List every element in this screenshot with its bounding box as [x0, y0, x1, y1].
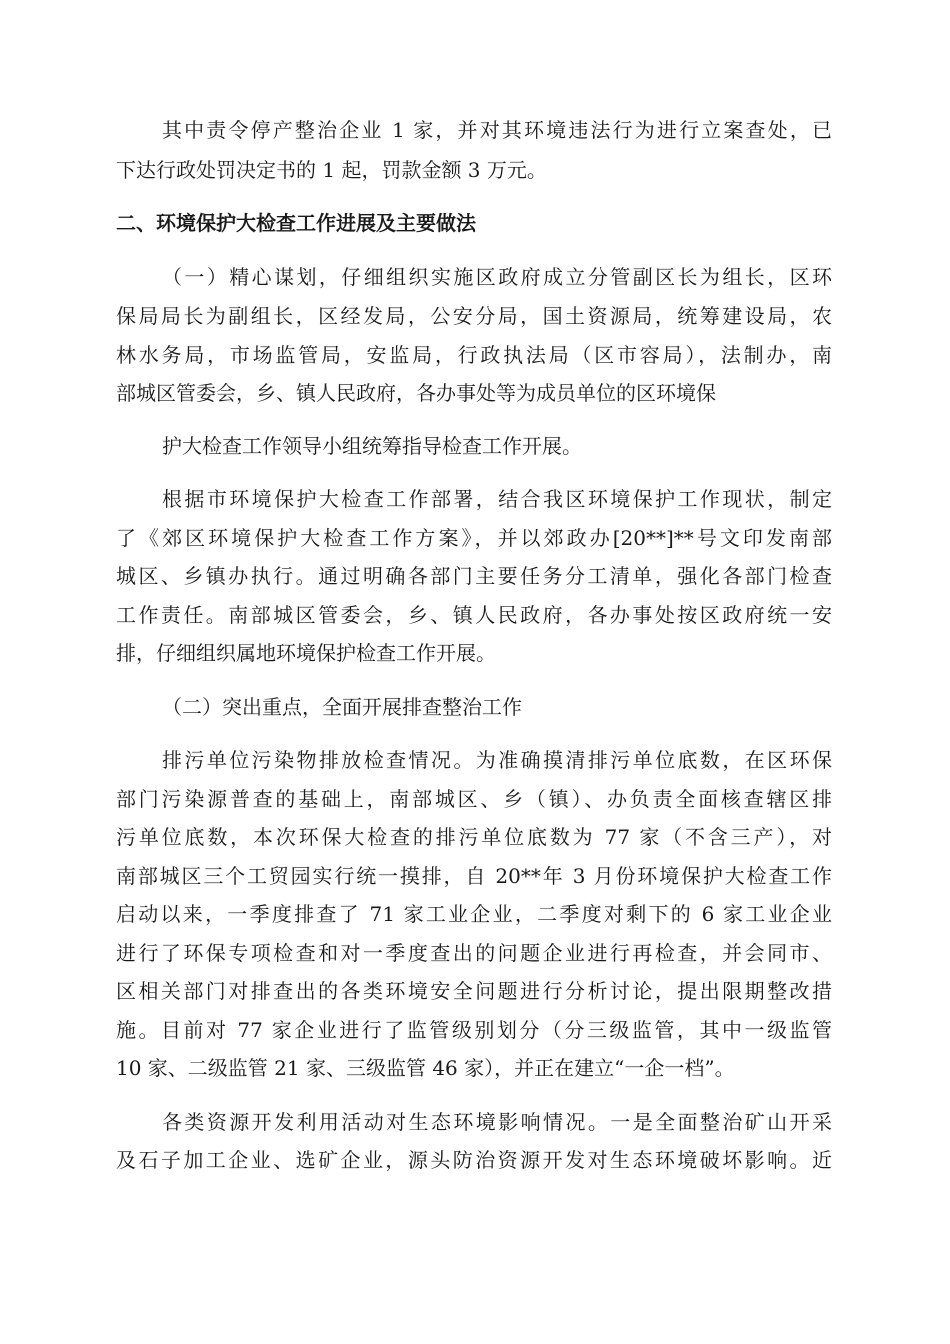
text-line: 部门污染源普查的基础上，南部城区、乡（镇）、办负责全面核查辖区排: [116, 787, 832, 811]
text-line: 保局局长为副组长，区经发局，公安分局，国土资源局，统筹建设局，农: [116, 304, 832, 328]
text-line: 区相关部门对排查出的各类环境安全问题进行分析讨论，提出限期整改措: [116, 979, 832, 1003]
text-line: 下达行政处罚决定书的 1 起，罚款金额 3 万元。: [116, 158, 547, 182]
section-heading: 二、环境保护大检查工作进展及主要做法: [116, 211, 476, 235]
text-line: （一）精心谋划，仔细组织实施区政府成立分管副区长为组长，区环: [162, 265, 832, 289]
text-line: 污单位底数，本次环保大检查的排污单位底数为 77 家（不含三产），对: [116, 825, 832, 849]
text-line: 及石子加工企业、选矿企业，源头防治资源开发对生态环境破坏影响。近: [116, 1148, 832, 1172]
text-line: 进行了环保专项检查和对一季度查出的问题企业进行再检查，并会同市、: [116, 941, 832, 965]
text-line: 工作责任。南部城区管委会，乡、镇人民政府，各办事处按区政府统一安: [116, 603, 832, 627]
text-line: 施。目前对 77 家企业进行了监管级别划分（分三级监管，其中一级监管: [116, 1018, 832, 1042]
text-line: 南部城区三个工贸园实行统一摸排，自 20**年 3 月份环境保护大检查工作: [116, 864, 832, 888]
text-line: 护大检查工作领导小组统筹指导检查工作开展。: [162, 434, 582, 458]
text-line: 城区、乡镇办执行。通过明确各部门主要任务分工清单，强化各部门检查: [116, 564, 832, 588]
text-line: 林水务局，市场监管局，安监局，行政执法局（区市容局），法制办，南: [116, 343, 832, 367]
text-line: 部城区管委会，乡、镇人民政府，各办事处等为成员单位的区环境保: [116, 381, 716, 405]
text-line: 排污单位污染物排放检查情况。为准确摸清排污单位底数，在区环保: [162, 748, 832, 772]
text-line: 排，仔细组织属地环境保护检查工作开展。: [116, 641, 496, 665]
text-line: 10 家、二级监管 21 家、三级监管 46 家），并正在建立“一企一档”。: [116, 1056, 735, 1080]
text-line: 启动以来，一季度排查了 71 家工业企业，二季度对剩下的 6 家工业企业: [116, 902, 832, 926]
subsection-heading: （二）突出重点，全面开展排查整治工作: [162, 695, 522, 719]
text-line: 其中责令停产整治企业 1 家，并对其环境违法行为进行立案查处，已: [162, 118, 832, 142]
text-line: 了《郊区环境保护大检查工作方案》，并以郊政办[20**]**号文印发南部: [116, 526, 832, 550]
text-line: 各类资源开发利用活动对生态环境影响情况。一是全面整治矿山开采: [162, 1110, 832, 1134]
text-line: 根据市环境保护大检查工作部署，结合我区环境保护工作现状，制定: [162, 487, 832, 511]
